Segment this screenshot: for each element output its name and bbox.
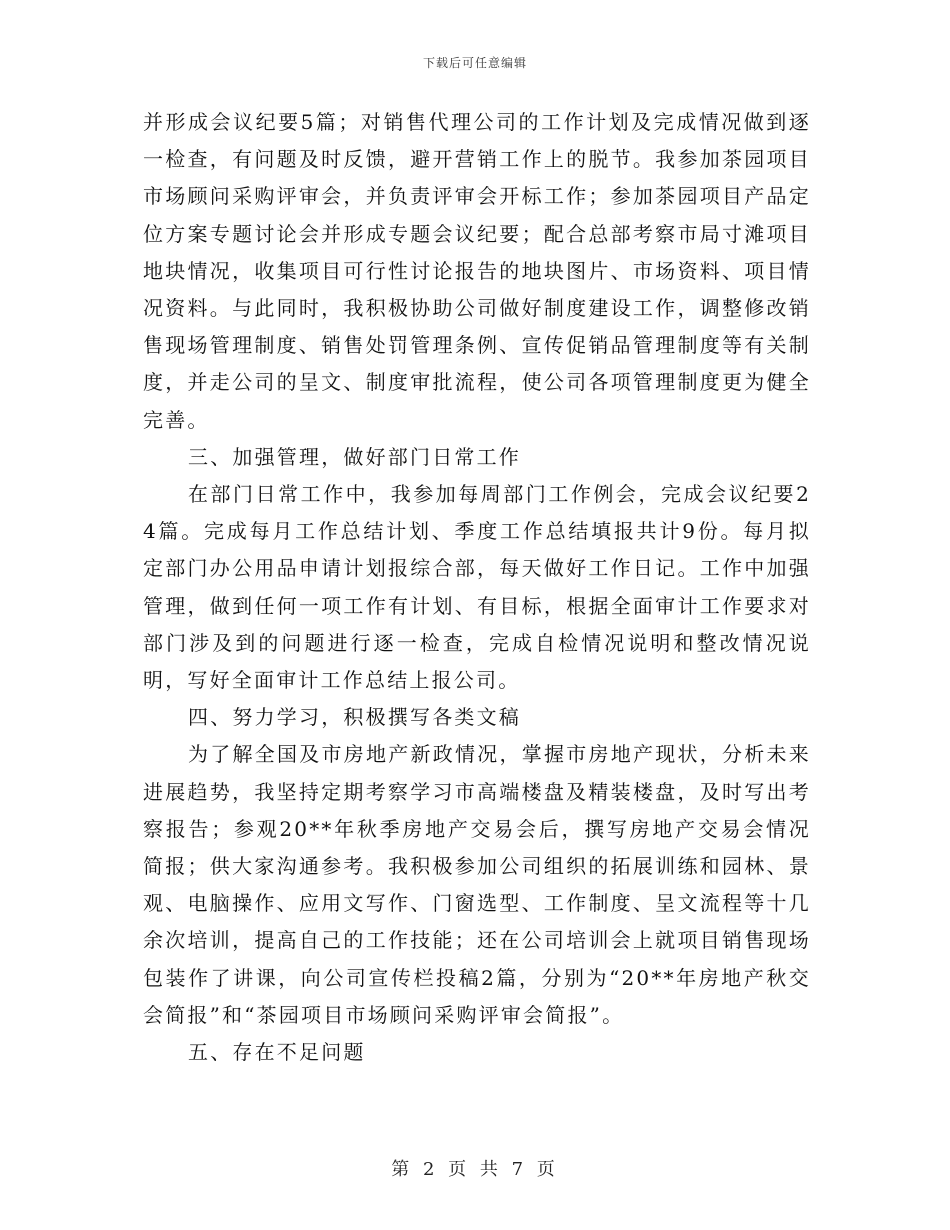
paragraph-study-writing: 为了解全国及市房地产新政情况，掌握市房地产现状，分析未来进展趋势，我坚持定期考察学习市高端楼盘及精装楼盘，及时写出考察报告；参观20**年秋季房地产交易会后，撰写房地产交易会情况简报；供大家沟通参考。我积极参加公司组织的拓展训练和园林、景观、电脑操作、应用文写作、门窗选型、工作制度、呈文流程等十几余次培训，提高自己的工作技能；还在公司培训会上就项目销售现场包装作了讲课，向公司宣传栏投稿2篇，分别为“20**年房地产秋交会简报”和“茶园项目市场顾问采购评审会简报”。 <box>143 742 811 1027</box>
section-heading-3: 三、加强管理，做好部门日常工作 <box>188 444 521 469</box>
section-heading-4: 四、努力学习，积极撰写各类文稿 <box>188 705 521 730</box>
section-heading-5: 五、存在不足问题 <box>188 1040 366 1065</box>
paragraph-continuation: 并形成会议纪要5篇；对销售代理公司的工作计划及完成情况做到逐一检查，有问题及时反馈，避开营销工作上的脱节。我参加茶园项目市场顾问采购评审会，并负责评审会开标工作；参加茶园项目产品定位方案专题讨论会并形成专题会议纪要；配合总部考察市局寸滩项目地块情况，收集项目可行性讨论报告的地块图片、市场资料、项目情况资料。与此同时，我积极协助公司做好制度建设工作，调整修改销售现场管理制度、销售处罚管理条例、宣传促销品管理制度等有关制度，并走公司的呈文、制度审批流程，使公司各项管理制度更为健全完善。 <box>143 110 811 432</box>
paragraph-daily-work: 在部门日常工作中，我参加每周部门工作例会，完成会议纪要24篇。完成每月工作总结计划、季度工作总结填报共计9份。每月拟定部门办公用品申请计划报综合部，每天做好工作日记。工作中加强管理，做到任何一项工作有计划、有目标，根据全面审计工作要求对部门涉及到的问题进行逐一检查，完成自检情况说明和整改情况说明，写好全面审计工作总结上报公司。 <box>143 482 811 693</box>
document-body <box>143 104 811 1071</box>
header-note: 下载后可任意编辑 <box>422 56 527 70</box>
page-number: 第 2 页 共 7 页 <box>391 1159 559 1180</box>
